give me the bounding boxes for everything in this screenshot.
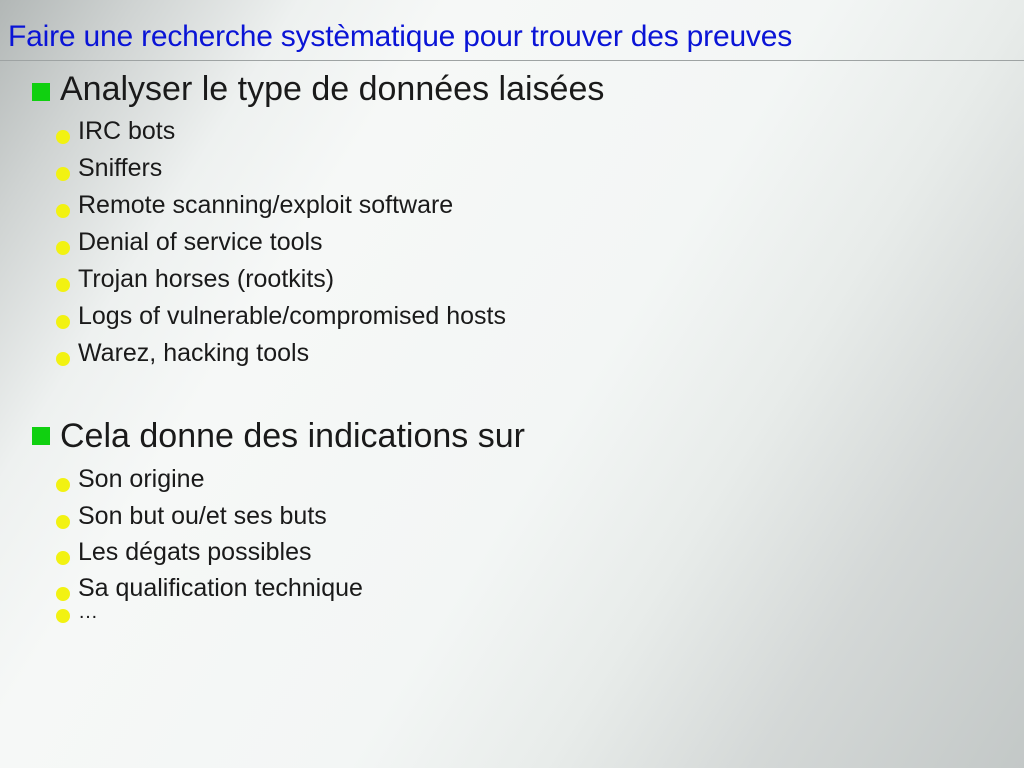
list-item [56, 600, 756, 636]
list-item [56, 264, 756, 300]
section-heading: Cela donne des indications sur [60, 417, 525, 455]
green-square-bullet [32, 427, 50, 445]
list-item [56, 501, 756, 537]
list-item [56, 464, 756, 500]
yellow-dot-bullet [56, 609, 70, 623]
list-item-text: Remote scanning/exploit software [78, 191, 454, 219]
list-item [56, 227, 756, 263]
green-square-bullet [32, 83, 50, 101]
yellow-dot-bullet [56, 204, 70, 218]
yellow-dot-bullet [56, 315, 70, 329]
list-item [56, 116, 756, 152]
list-item-text: Les dégats possibles [78, 538, 312, 566]
list-item-text: Son origine [78, 465, 205, 493]
list-item-text: IRC bots [78, 117, 176, 145]
list-item-text: Warez, hacking tools [78, 339, 310, 367]
list-item [56, 537, 756, 573]
yellow-dot-bullet [56, 587, 70, 601]
list-item-text: Sa qualification technique [78, 574, 363, 602]
yellow-dot-bullet [56, 278, 70, 292]
list-item-text: Trojan horses (rootkits) [78, 265, 335, 293]
yellow-dot-bullet [56, 167, 70, 181]
list-item [56, 301, 756, 337]
list-item-text: Logs of vulnerable/compromised hosts [78, 302, 507, 330]
list-item-text: Son but ou/et ses buts [78, 502, 327, 530]
yellow-dot-bullet [56, 241, 70, 255]
title-divider [0, 60, 1024, 61]
section-heading: Analyser le type de données laisées [60, 70, 605, 108]
list-item-text: Sniffers [78, 154, 163, 182]
yellow-dot-bullet [56, 478, 70, 492]
list-item [56, 190, 756, 226]
slide-title: Faire une recherche systèmatique pour trouver des preuves [8, 20, 793, 53]
yellow-dot-bullet [56, 352, 70, 366]
list-item-text: Denial of service tools [78, 228, 323, 256]
yellow-dot-bullet [56, 515, 70, 529]
list-item-text: … [78, 601, 98, 623]
yellow-dot-bullet [56, 551, 70, 565]
list-item [56, 338, 756, 374]
list-item [56, 153, 756, 189]
yellow-dot-bullet [56, 130, 70, 144]
